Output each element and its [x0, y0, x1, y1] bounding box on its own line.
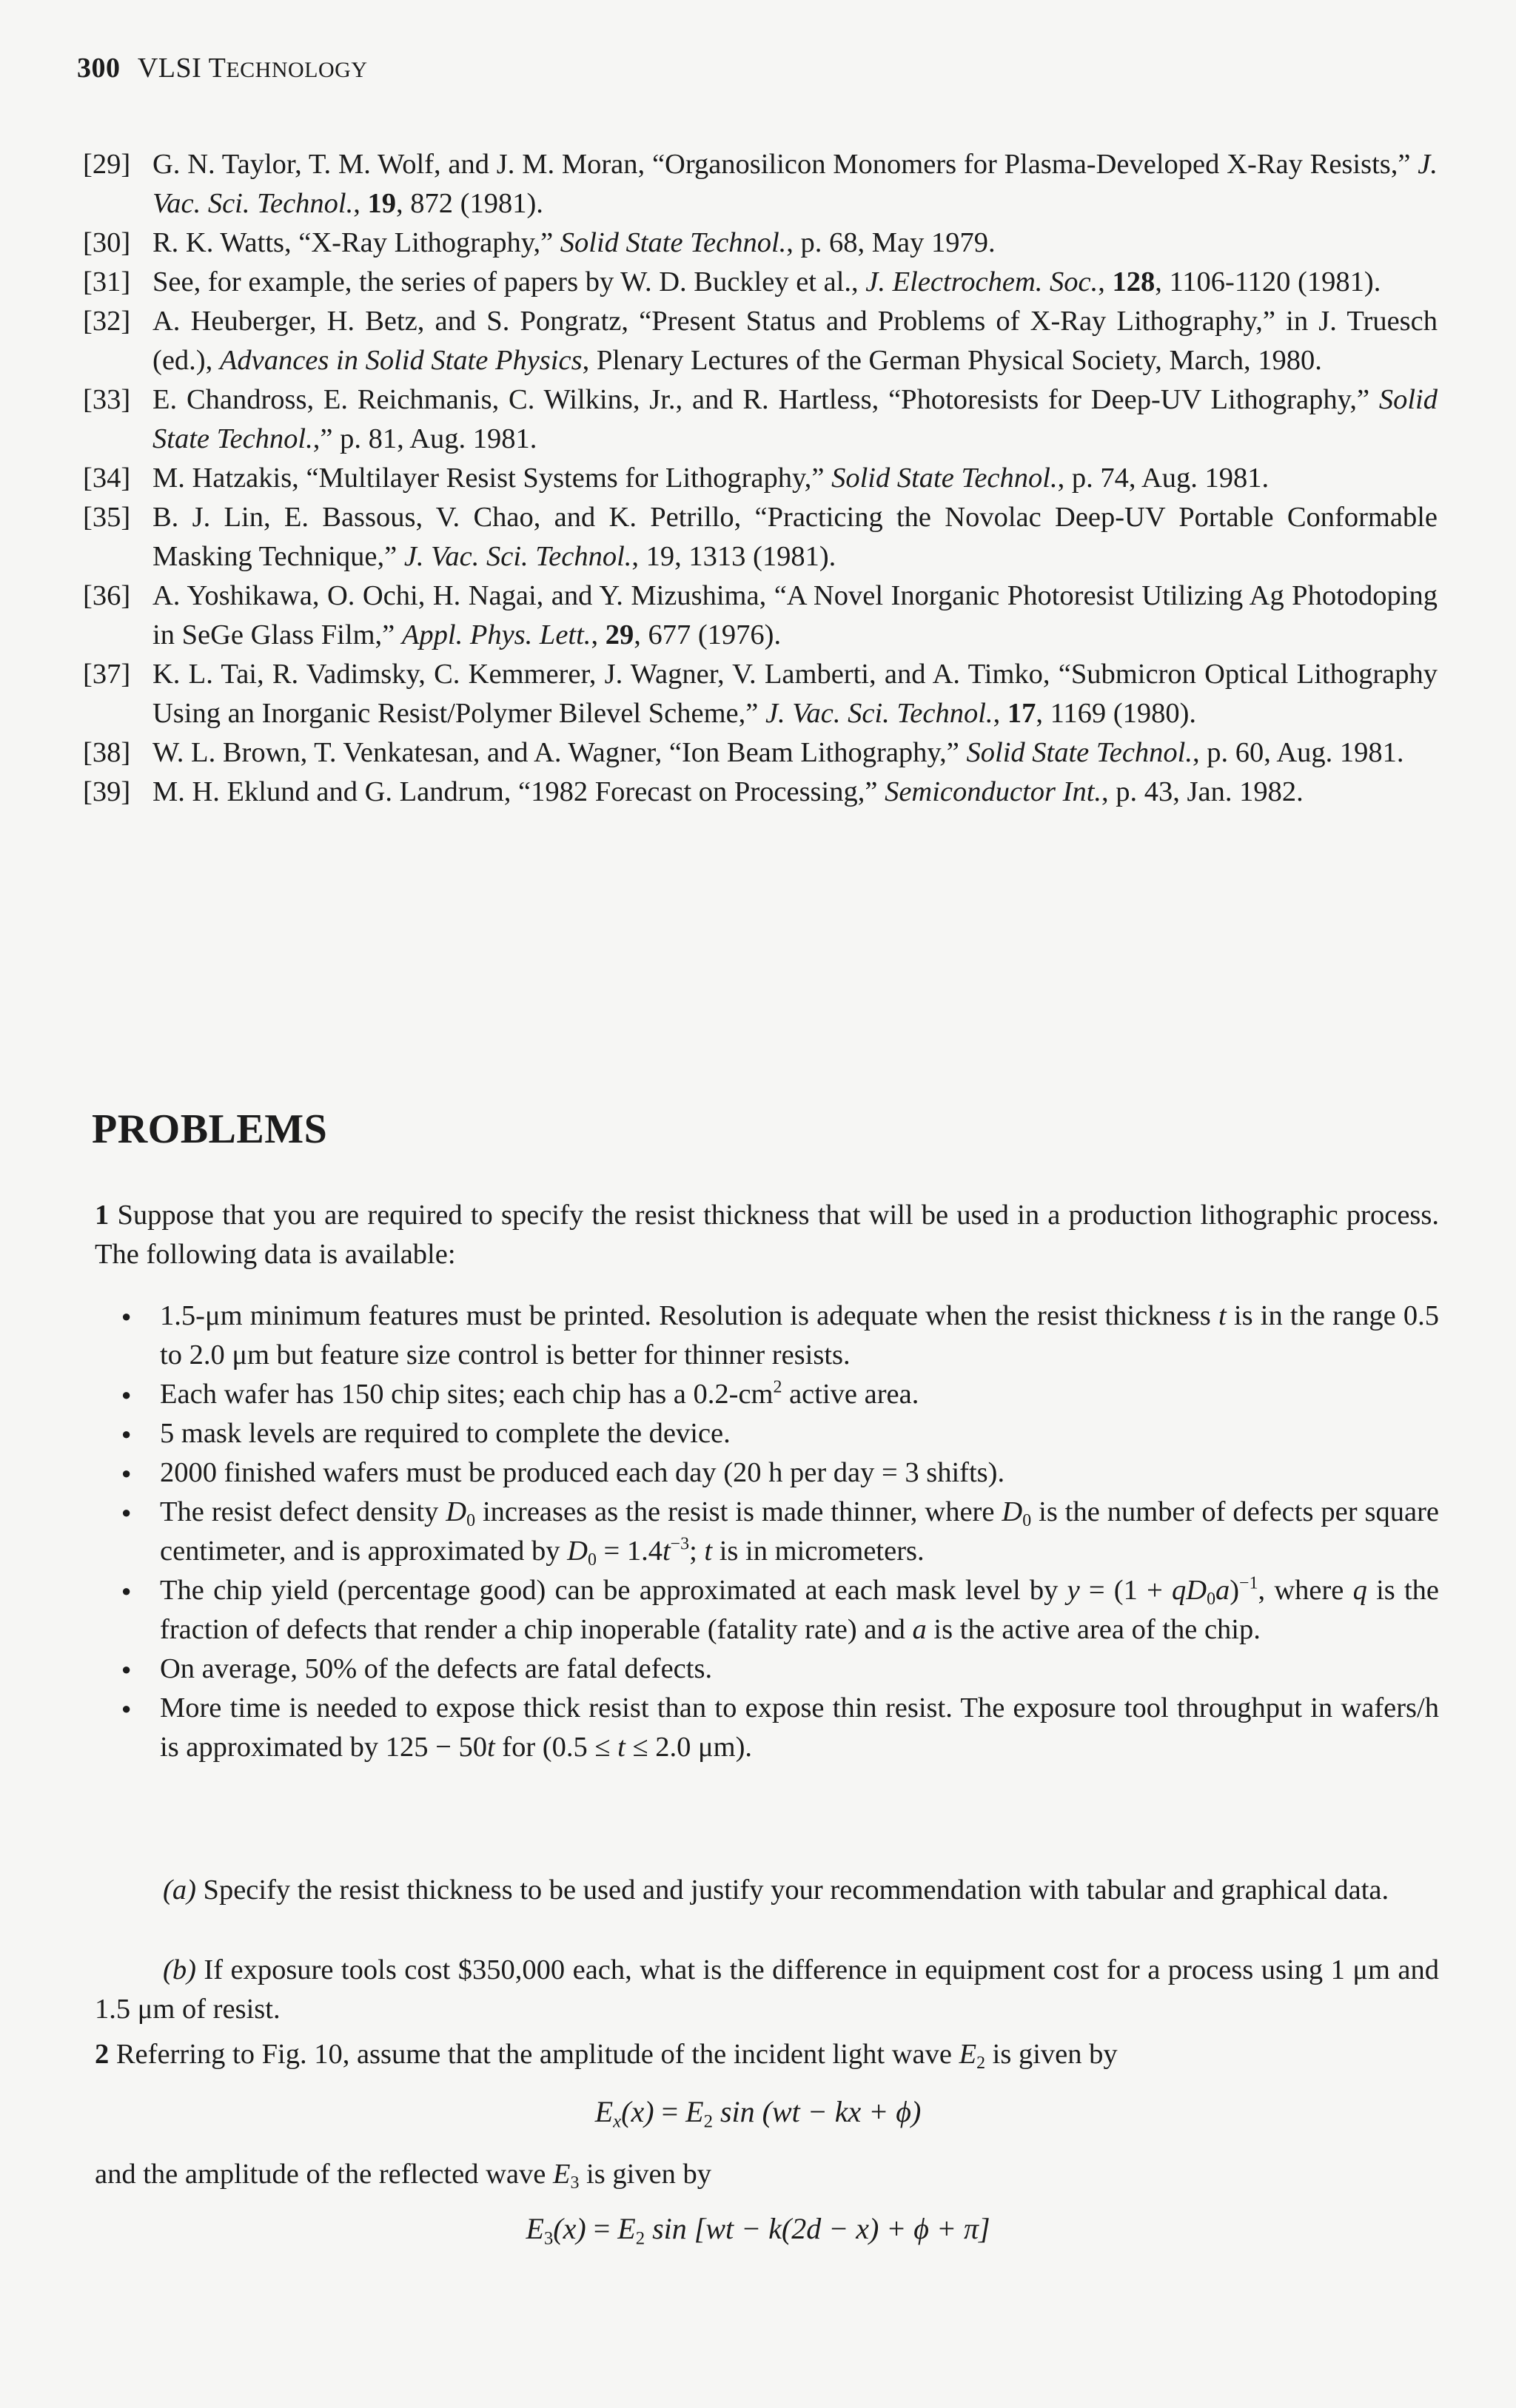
reference-number: [34]: [83, 463, 131, 494]
reference-text: Solid State Technol.: [152, 384, 1438, 454]
reference-number: [30]: [83, 227, 131, 258]
reference-item: [83, 223, 1438, 263]
reference-text: R. K. Watts,: [152, 227, 299, 258]
reference-number: [37]: [83, 659, 131, 690]
reference-text: “Ion Beam Lithography,”: [668, 737, 967, 768]
reference-number: [38]: [83, 737, 131, 768]
reference-text: 128: [1112, 266, 1156, 297]
list-item: ● The resist defect density $D_0$ increases as the resist is made thinner, where $D_0$ is the number of defects per square centimeter, and is approximated by $D_0 = 1.4t^{-3}$; t is in micrometers.: [121, 1493, 1439, 1571]
part-label: (a): [163, 1874, 196, 1906]
reference-text: “1982 Forecast on Processing,”: [518, 776, 885, 807]
reference-text: , 19, 1313 (1981).: [631, 541, 836, 572]
reference-item: [83, 733, 1438, 773]
reference-item: [83, 459, 1438, 498]
reference-text: “Photoresists for Deep-UV Lithography,”: [888, 384, 1379, 415]
reference-text: , 677 (1976).: [634, 619, 782, 650]
reference-text: ,: [1098, 266, 1113, 297]
list-item: ● 1.5-μm minimum features must be printed. Resolution is adequate when the resist thickness t is in the range 0.5 to 2.0 μm but feature size control is better for thinner resists.: [121, 1297, 1439, 1375]
reference-text: 29: [605, 619, 634, 650]
reference-list: [83, 145, 1438, 812]
reference-text: W. L. Brown, T. Venkatesan, and A. Wagner,: [152, 737, 669, 768]
reference-text: K. L. Tai, R. Vadimsky, C. Kemmerer, J. Wagner, V. Lamberti, and A. Timko,: [152, 659, 1059, 690]
reference-number: [31]: [83, 266, 131, 297]
running-title-rest: ECHNOLOGY: [226, 58, 368, 82]
reference-text: ,: [591, 619, 606, 650]
reference-text: See, for example, the series of papers by W. D. Buckley et al.,: [152, 266, 866, 297]
list-item: ● The chip yield (percentage good) can be approximated at each mask level by $y = (1 + qD_0a)^{-1}$, where q is the fraction of defects that render a chip inoperable (fatality rate) and a is the active area of the chip.: [121, 1571, 1439, 1649]
reference-text: Advances in Solid State Physics: [219, 345, 583, 376]
list-item: ● 2000 finished wafers must be produced each day (20 h per day = 3 shifts).: [121, 1453, 1439, 1493]
reference-text: , 1169 (1980).: [1036, 698, 1197, 729]
reference-text: , 1106-1120 (1981).: [1155, 266, 1381, 297]
part-label: (b): [163, 1954, 196, 1985]
reference-number: [29]: [83, 149, 131, 180]
reference-text: , 872 (1981).: [396, 188, 543, 219]
reference-text: G. N. Taylor, T. M. Wolf, and J. M. Moran,: [152, 149, 652, 180]
reference-text: J. Electrochem. Soc.: [865, 266, 1099, 297]
reference-text: E. Chandross, E. Reichmanis, C. Wilkins, Jr., and R. Hartless,: [152, 384, 889, 415]
reference-text: , p. 43, Jan. 1982.: [1101, 776, 1304, 807]
reference-number: [35]: [83, 502, 131, 533]
reference-text: M. Hatzakis,: [152, 463, 306, 494]
problem-text: Suppose that you are required to specify the resist thickness that will be used in a production lithographic process. The following data is available:: [95, 1200, 1439, 1270]
reference-text: “X-Ray Lithography,”: [298, 227, 560, 258]
reference-text: ,: [353, 188, 368, 219]
reference-text: Solid State Technol.: [560, 227, 787, 258]
reference-item: [83, 498, 1438, 576]
reference-item: [83, 576, 1438, 655]
reference-text: A. Yoshikawa, O. Ochi, H. Nagai, and Y. Mizushima,: [152, 580, 774, 611]
equation-reflected-wave: $E_3(x) = E_2$ sin [wt − k(2d − x) + ϕ + π]: [526, 2212, 990, 2249]
list-item: ● On average, 50% of the defects are fatal defects.: [121, 1649, 1439, 1689]
running-title-vlsi: VLSI: [137, 53, 202, 84]
reference-text: J. Vac. Sci. Technol.: [765, 698, 993, 729]
running-head: [77, 52, 367, 84]
reference-item: [83, 302, 1438, 380]
page-number: 300: [77, 53, 121, 84]
reference-text: ,: [993, 698, 1007, 729]
problem-2-intro: 2 Referring to Fig. 10, assume that the amplitude of the incident light wave $E_2$ is given by: [95, 2039, 1118, 2074]
reference-text: B. J. Lin, E. Bassous, V. Chao, and K. Petrillo,: [152, 502, 755, 533]
reference-item: [83, 773, 1438, 812]
problem-2-reflected-text: and the amplitude of the reflected wave $E_3$ is given by: [95, 2159, 711, 2193]
reference-text: 19: [367, 188, 396, 219]
reference-item: [83, 655, 1438, 733]
problem-1-part-a: (a) Specify the resist thickness to be used and justify your recommendation with tabular and graphical data.: [163, 1874, 1389, 1906]
reference-text: A. Heuberger, H. Betz, and S. Pongratz,: [152, 306, 640, 337]
reference-text: “Submicron Optical Lithography Using an Inorganic Resist/Polymer Bilevel Scheme,”: [152, 659, 1438, 729]
reference-number: [32]: [83, 306, 131, 337]
reference-text: Appl. Phys. Lett.: [401, 619, 591, 650]
reference-text: J. Vac. Sci. Technol.: [152, 149, 1438, 219]
reference-item: [83, 145, 1438, 223]
reference-number: [33]: [83, 384, 131, 415]
reference-number: [39]: [83, 776, 131, 807]
list-item: ● Each wafer has 150 chip sites; each chip has a $0.2-cm^2$ active area.: [121, 1375, 1439, 1414]
reference-text: , p. 74, Aug. 1981.: [1057, 463, 1270, 494]
reference-text: , Plenary Lectures of the German Physical Society, March, 1980.: [582, 345, 1322, 376]
running-title-cap: T: [208, 53, 227, 84]
reference-item: [83, 263, 1438, 302]
problem-number: 1: [95, 1200, 110, 1231]
reference-text: “A Novel Inorganic Photoresist Utilizing Ag Photodoping in SeGe Glass Film,”: [152, 580, 1438, 650]
problem-1-part-b: (b) If exposure tools cost $350,000 each, what is the difference in equipment cost for a process using 1 μm and 1.5 μm of resist.: [95, 1954, 1439, 2025]
reference-text: M. H. Eklund and G. Landrum,: [152, 776, 519, 807]
reference-item: [83, 380, 1438, 459]
reference-number: [36]: [83, 580, 131, 611]
reference-text: “Practicing the Novolac Deep-UV Portable Conformable Masking Technique,”: [152, 502, 1438, 572]
reference-text: Semiconductor Int.: [885, 776, 1102, 807]
reference-text: “Multilayer Resist Systems for Lithography,”: [306, 463, 832, 494]
reference-text: Solid State Technol.: [831, 463, 1058, 494]
problem-number: 2: [95, 2039, 110, 2070]
section-heading: PROBLEMS: [92, 1106, 328, 1152]
list-item: ● 5 mask levels are required to complete the device.: [121, 1414, 1439, 1453]
problem-1-intro: [95, 1196, 1439, 1274]
data-list: [121, 1297, 1439, 1767]
list-item: ● More time is needed to expose thick resist than to expose thin resist. The exposure tool throughput in wafers/h is approximated by 125 − 50t for (0.5 ≤ t ≤ 2.0 μm).: [121, 1689, 1439, 1767]
reference-text: 17: [1007, 698, 1036, 729]
reference-text: , p. 60, Aug. 1981.: [1193, 737, 1404, 768]
reference-text: , p. 68, May 1979.: [786, 227, 996, 258]
reference-text: Solid State Technol.: [966, 737, 1193, 768]
reference-text: “Organosilicon Monomers for Plasma-Developed X-Ray Resists,”: [651, 149, 1418, 180]
equation-incident-wave: $E_x(x) = E_2$ sin (wt − kx + ϕ): [594, 2095, 922, 2132]
reference-text: J. Vac. Sci. Technol.: [403, 541, 632, 572]
reference-text: “Present Status and Problems of X-Ray Lithography,” in J. Truesch (ed.),: [152, 306, 1438, 376]
reference-text: ,” p. 81, Aug. 1981.: [312, 423, 537, 454]
